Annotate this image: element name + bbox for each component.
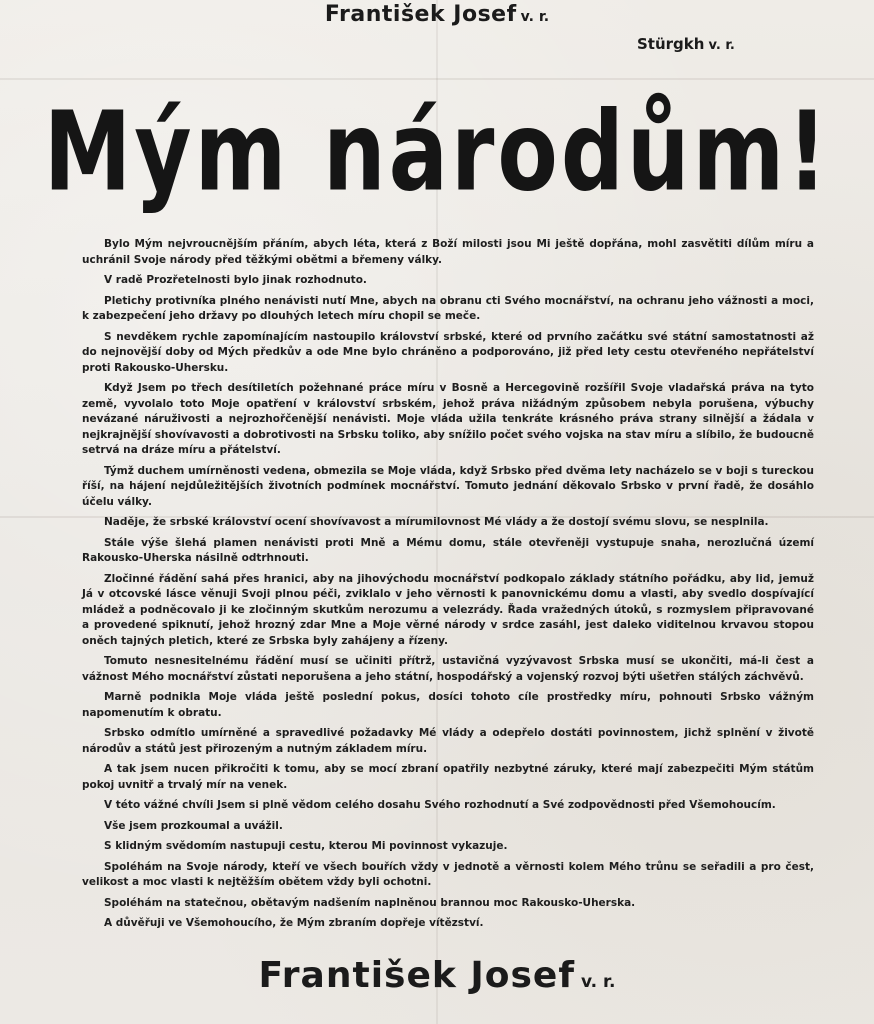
paragraph: Tomuto nesnesitelnému řádění musí se učiniti přítrž, ustavičná vyzývavost Srbska musí se ukončiti, má-li čest a vážnost Mého mocnářství zůstati neporušena a jeho státní, hospodářský a vojenský rozvoj býti ušetřen stálých záchvěvů. <box>82 655 814 683</box>
paragraph: Pletichy protivníka plného nenávisti nutí Mne, abych na obranu cti Svého mocnářství, na ochranu jeho vážnosti a moci, k zabezpečení jeho državy po dlouhých letech míru chopil se meče. <box>82 294 814 322</box>
paragraph: Spoléhám na Svoje národy, kteří ve všech bouřích vždy v jednotě a věrnosti kolem Mého trůnu se seřadili a pro čest, velikost a moc vlasti k nejtěžším obětem vždy byli ochotni. <box>82 860 814 888</box>
paragraph: Když Jsem po třech desítiletích požehnané práce míru v Bosně a Hercegovině rozšířil Svoje vladařská práva na tyto země, vyvolalo toto Moje opatření v království srbském, jehož práva nižádným způsobem nebyla porušena, výbuchy nevázané náruživosti a nejrozhořčenější nenávisti. Moje vláda užila tenkráte krásného práva strany silnější a žádala v nejkrajnější shovívavosti a dobrotivosti na Srbsku toliko, aby snížilo počet svého vojska na stav míru a slíbilo, že budoucně setrvá na dráze míru a přátelství. <box>82 382 814 456</box>
paragraph: A důvěřuji ve Všemohoucího, že Mým zbraním dopřeje vítězství. <box>104 917 484 929</box>
countersignature <box>637 34 735 53</box>
paragraph: Spoléhám na statečnou, obětavým nadšením naplněnou brannou moc Rakousko-Uherska. <box>104 896 636 909</box>
paragraph: Naděje, že srbské království ocení shovívavost a mírumilovnost Mé vlády a že dostojí svému slovu, se nesplnila. <box>104 516 769 528</box>
countersignature-name: Stürgkh <box>637 35 705 53</box>
bottom-signature <box>0 955 874 996</box>
top-signature <box>0 2 874 27</box>
paragraph: Srbsko odmítlo umírněné a spravedlivé požadavky Mé vlády a odepřelo dostáti povinnostem, jichž splnění v životě národův a států jest přirozeným a nutným základem míru. <box>82 727 814 755</box>
paragraph: Stále výše šlehá plamen nenávisti proti Mně a Mému domu, stále otevřeněji vystupuje snaha, nerozlučná území Rakousko-Uherska násilně odtrhnouti. <box>82 536 814 564</box>
paragraph: V této vážné chvíli Jsem si plně vědom celého dosahu Svého rozhodnutí a Své zodpovědnosti před Všemohoucím. <box>104 799 776 811</box>
paragraph: Vše jsem prozkoumal a uvážil. <box>104 819 283 832</box>
paragraph: S nevděkem rychle zapomínajícím nastoupilo království srbské, které od prvního začátku své státní samostatnosti až do nejnovější doby od Mých předkův a ode Mne bylo chráněno a podporováno, již před lety cestu otevřeného nepřátelství proti Rakousko-Uhersku. <box>82 330 814 374</box>
top-signature-name: František Josef <box>324 2 517 27</box>
paragraph: S klidným svědomím nastupuji cestu, kterou Mi povinnost vykazuje. <box>104 840 508 852</box>
paragraph: V radě Prozřetelnosti bylo jinak rozhodnuto. <box>104 274 367 286</box>
proclamation-body <box>82 237 814 937</box>
headline: Mým národům! <box>43 87 831 216</box>
paragraph: Marně podnikla Moje vláda ještě poslední pokus, dosíci tohoto cíle prostředky míru, pohnouti Srbsko vážným napomenutím k obratu. <box>82 691 814 719</box>
paragraph: Bylo Mým nejvroucnějším přáním, abych léta, která z Boží milosti jsou Mi ještě dopřána, mohl zasvětiti dílům míru a uchránil Svoje národy před těžkými obětmi a břemeny války. <box>82 238 814 266</box>
paragraph: Zločinné řádění sahá přes hranici, aby na jihovýchodu mocnářství podkopalo základy státního pořádku, aby lid, jemuž Já v otcovské lásce věnuji Svoji plnou péči, zviklalo v jeho věrnosti k panovnickému domu a vlasti, aby svedlo dospívající mládež a podněcovalo ji ke zločinným skutkům nerozumu a velezrády. Řada vražedných útoků, s rozmyslem připravované a provedené spiknutí, jehož hrozný zdar Mne a Moje věrné národy v srdce zasáhl, jest daleko viditelnou krvavou stopou oněch tajných pletich, které ze Srbska byly zahájeny a řízeny. <box>82 572 814 647</box>
paragraph: Týmž duchem umírněnosti vedena, obmezila se Moje vláda, když Srbsko před dvěma lety nacházelo se v boji s tureckou říší, na hájení nejdůležitějších životních podmínek mocnářství. Tomuto jednání děkovalo Srbsko v první řadě, že dosáhlo účelu války. <box>82 464 814 508</box>
countersignature-suffix: v. r. <box>708 38 735 53</box>
paragraph: A tak jsem nucen přikročiti k tomu, aby se mocí zbraní opatřily nezbytné záruky, které mají zabezpečiti Mým státům pokoj uvnitř a trvalý mír na venek. <box>82 763 814 791</box>
top-signature-suffix: v. r. <box>520 9 550 25</box>
bottom-signature-suffix: v. r. <box>580 972 616 992</box>
bottom-signature-name: František Josef <box>258 955 575 996</box>
